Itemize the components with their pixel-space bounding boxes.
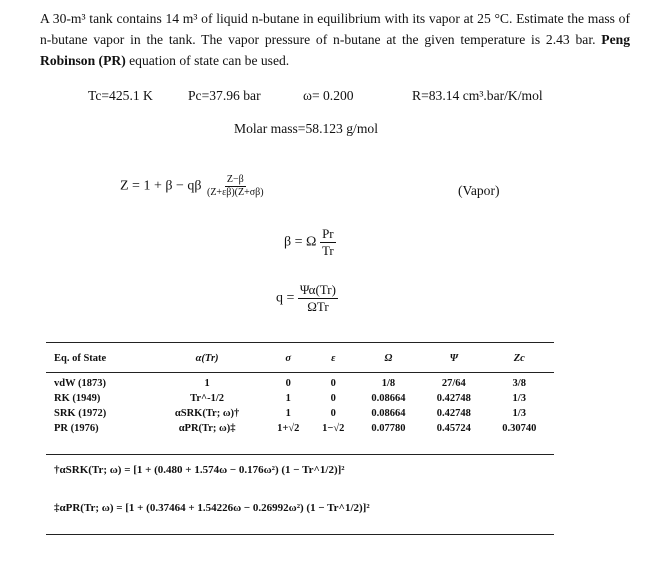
- z-equation: [120, 174, 266, 199]
- footnote-srk-alpha: †αSRK(Tr; ω) = [1 + (0.480 + 1.574ω − 0.176ω²) (1 − Tr^1/2)]²: [54, 464, 345, 476]
- row-srk-zc: 1/3: [512, 408, 526, 419]
- row-rk-omega: 0.08664: [371, 393, 406, 404]
- row-srk-alpha: αSRK(Tr; ω)†: [174, 408, 240, 419]
- vapor-label: (Vapor): [458, 183, 500, 198]
- row-srk-sigma: 1: [285, 408, 291, 419]
- header-epsilon: ε: [331, 352, 336, 364]
- q-equation-fraction: [298, 282, 338, 315]
- problem-bold-eos: Peng Robinson (PR): [40, 32, 630, 68]
- beta-equation: [284, 226, 336, 259]
- table-bottom-rule: [46, 454, 554, 455]
- header-psi: Ψ: [449, 352, 459, 364]
- row-rk-name: RK (1949): [54, 393, 101, 404]
- z-equation-fraction: [205, 174, 266, 199]
- row-pr-alpha: αPR(Tr; ω)‡: [178, 423, 236, 434]
- q-equation-denominator: ΩTr: [307, 299, 329, 314]
- row-vdw-psi: 27/64: [441, 378, 466, 389]
- problem-tail: equation of state can be used.: [129, 53, 290, 68]
- header-alpha: α(Tr): [195, 352, 219, 364]
- row-srk-omega: 0.08664: [371, 408, 406, 419]
- header-eos: Eq. of State: [54, 352, 107, 364]
- row-srk-epsilon: 0: [330, 408, 336, 419]
- row-rk-psi: 0.42748: [436, 393, 471, 404]
- row-pr-name: PR (1976): [54, 423, 99, 434]
- q-equation: [276, 282, 338, 315]
- z-equation-lhs: Z = 1 + β − qβ: [120, 178, 202, 194]
- table-row: [52, 376, 552, 391]
- eos-parameter-table: [52, 348, 552, 436]
- row-rk-sigma: 1: [285, 393, 291, 404]
- header-omega: Ω: [384, 352, 393, 364]
- row-rk-zc: 1/3: [512, 393, 526, 404]
- row-vdw-zc: 3/8: [512, 378, 526, 389]
- acentric-factor: ω= 0.200: [303, 88, 354, 103]
- q-equation-numerator: Ψα(Tr): [299, 282, 336, 297]
- z-equation-numerator: Z−β: [226, 174, 244, 185]
- row-pr-zc: 0.30740: [502, 423, 537, 434]
- table-spacer: [52, 368, 552, 376]
- critical-pressure: Pc=37.96 bar: [188, 88, 261, 103]
- row-vdw-omega: 1/8: [381, 378, 396, 389]
- gas-constant: R=83.14 cm³.bar/K/mol: [412, 88, 543, 103]
- beta-equation-denominator: Tr: [321, 243, 334, 258]
- row-srk-name: SRK (1972): [54, 408, 107, 419]
- z-equation-denominator: (Z+εβ)(Z+σβ): [206, 187, 264, 198]
- table-row: [52, 391, 552, 406]
- critical-temperature: Tc=425.1 K: [88, 88, 153, 103]
- molar-mass: Molar mass=58.123 g/mol: [234, 121, 378, 136]
- header-zc: Zc: [513, 352, 525, 364]
- row-rk-epsilon: 0: [330, 393, 336, 404]
- row-pr-epsilon: 1−√2: [322, 423, 345, 434]
- row-srk-psi: 0.42748: [436, 408, 471, 419]
- beta-equation-fraction: [320, 226, 336, 259]
- row-vdw-name: vdW (1873): [54, 378, 107, 389]
- row-vdw-alpha: 1: [204, 378, 210, 389]
- table-row: [52, 421, 552, 436]
- footnote-pr-alpha: ‡αPR(Tr; ω) = [1 + (0.37464 + 1.54226ω − 0.26992ω²) (1 − Tr^1/2)]²: [54, 502, 370, 514]
- row-pr-psi: 0.45724: [436, 423, 471, 434]
- table-top-rule: [46, 342, 554, 343]
- row-vdw-epsilon: 0: [330, 378, 336, 389]
- footnote-bottom-rule: [46, 534, 554, 535]
- row-vdw-sigma: 0: [285, 378, 291, 389]
- q-equation-lhs: q =: [276, 290, 295, 306]
- problem-text: A 30-m³ tank contains 14 m³ of liquid n-butane in equilibrium with its vapor at 25 °C. Estimate the mass of n-butane vapor in the tank. The vapor pressure of n-butane at the given temperature is 2.43 bar.: [40, 11, 630, 47]
- header-sigma: σ: [285, 352, 292, 364]
- table-row: [52, 406, 552, 421]
- beta-equation-lhs: β = Ω: [284, 234, 317, 250]
- row-pr-omega: 0.07780: [371, 423, 406, 434]
- problem-statement: [40, 8, 630, 71]
- beta-equation-numerator: Pr: [322, 226, 334, 241]
- row-pr-sigma: 1+√2: [277, 423, 300, 434]
- table-header-row: [52, 348, 552, 368]
- row-rk-alpha: Tr^-1/2: [190, 393, 225, 404]
